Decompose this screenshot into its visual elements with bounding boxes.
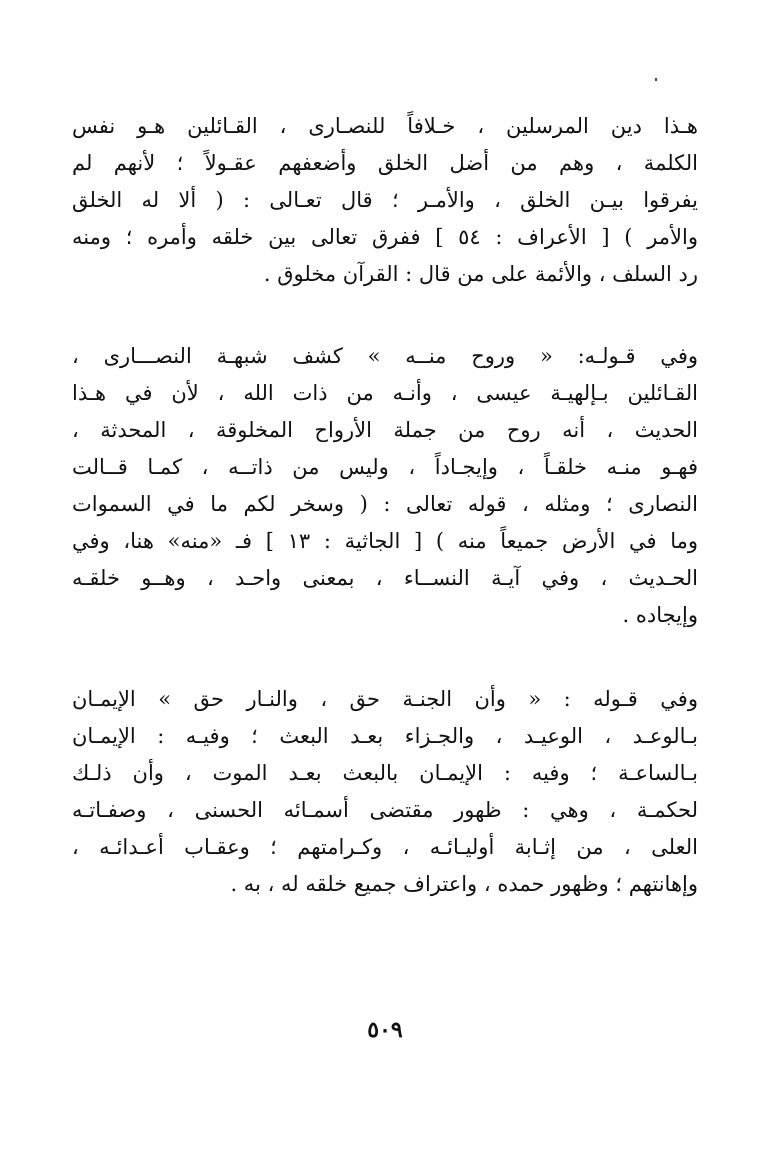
- text-line: يفرقوا بيـن الخلق ، والأمـر ؛ قال تعـالى : ( ألا له الخلق: [72, 188, 698, 212]
- text-line: الحديث ، أنه روح من جملة الأرواح المخلوقة ، المحدثة ،: [72, 418, 698, 442]
- text-line: الكلمة ، وهم من أضل الخلق وأضعفهم عقـولاً ؛ لأنهم لم: [72, 151, 698, 175]
- text-line: لحكمـة ، وهي : ظهور مقتضى أسمـائه الحسنى ، وصفـاتـه: [72, 798, 698, 822]
- paragraph-3: [72, 681, 698, 903]
- text-line: وما في الأرض جميعاً منه ) [ الجاثية : ١٣ ] فـ «منه» هنا، وفي: [72, 529, 698, 553]
- text-line: وفي قـوله : « وأن الجنـة حق ، والنـار حق » الإيمـان: [72, 687, 698, 711]
- paragraph-2: [72, 338, 698, 634]
- text-line: بـالساعـة ؛ وفيه : الإيمـان بالبعث بعـد الموت ، وأن ذلـك: [72, 761, 698, 785]
- text-line: وفي قـولـه: « وروح منــه » كشف شبهـة النصـــارى ،: [72, 344, 698, 368]
- text-line: وإهانتهم ؛ وظهور حمده ، واعتراف جميع خلقه له ، به .: [230, 872, 698, 896]
- text-line: النصارى ؛ ومثله ، قوله تعالى : ( وسخر لكم ما في السموات: [72, 492, 698, 516]
- paragraph-1: [72, 108, 698, 293]
- scan-speck: [655, 78, 657, 81]
- text-line: رد السلف ، والأئمة على من قال : القرآن مخلوق .: [263, 262, 698, 286]
- text-line: القـائلين بـإلهيـة عيسى ، وأنـه من ذات الله ، لأن في هـذا: [72, 381, 698, 405]
- text-line: هـذا دين المرسلين ، خـلافاً للنصـارى ، القـائلين هـو نفس: [72, 114, 698, 138]
- text-line: بـالوعـد ، الوعيـد ، والجـزاء بعـد البعث ؛ وفيـه : الإيمـان: [72, 724, 698, 748]
- text-line: العلى ، من إثـابة أوليـائـه ، وكـرامتهم ؛ وعقـاب أعـدائـه ،: [72, 835, 698, 859]
- text-line: فهـو منـه خلقـاً ، وإيجـاداً ، وليس من ذاتــه ، كمـا قــالت: [72, 455, 698, 479]
- page-number: ٥٠٩: [367, 1017, 403, 1043]
- text-line: وإيجاده .: [622, 603, 698, 627]
- text-line: الحـديث ، وفي آيـة النســاء ، بمعنى واحـد ، وهــو خلقـه: [72, 566, 698, 590]
- text-line: والأمر ) [ الأعراف : ٥٤ ] ففرق تعالى بين خلقه وأمره ؛ ومنه: [72, 225, 698, 249]
